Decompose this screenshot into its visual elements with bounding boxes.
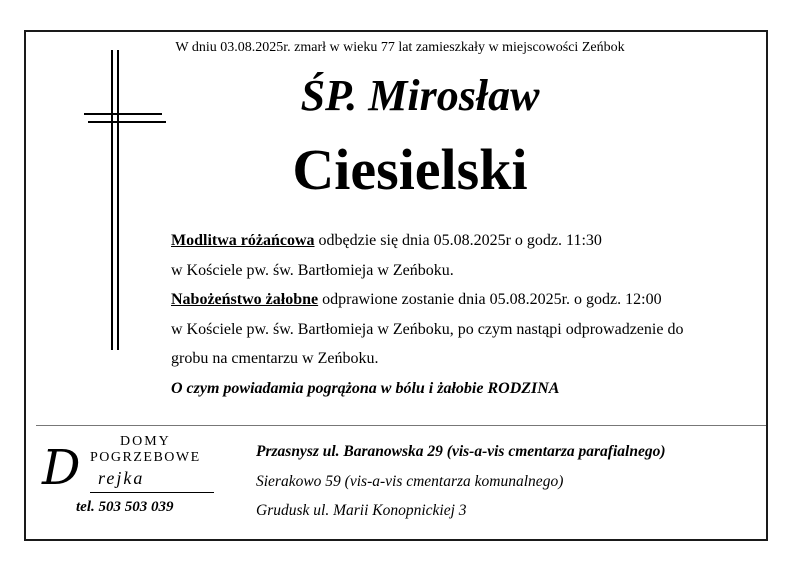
logo-line-3: rejka — [98, 468, 145, 488]
address-1: Przasnysz ul. Baranowska 29 (vis-a-vis cmentarza parafialnego) — [256, 443, 666, 460]
funeral-line — [171, 285, 683, 315]
rosary-place: w Kościele pw. św. Bartłomieja w Zeńboku. — [171, 261, 454, 279]
funeral-home-logo — [40, 430, 230, 500]
deceased-first-name: ŚP. Mirosław — [300, 71, 540, 120]
ceremony-details — [171, 226, 683, 403]
phone-number: tel. 503 503 039 — [76, 499, 174, 515]
footer-divider — [36, 425, 766, 426]
cross-icon — [84, 50, 174, 350]
logo-line-2: POGRZEBOWE — [90, 450, 201, 465]
addresses — [256, 437, 666, 526]
funeral-label: Nabożeństwo żałobne — [171, 291, 319, 308]
rosary-text: odbędzie się dnia 05.08.2025r o godz. 11:30 — [314, 232, 602, 249]
logo-line-1: DOMY — [120, 434, 171, 449]
funeral-place: w Kościele pw. św. Bartłomieja w Zeńboku, po czym nastąpi odprowadzenie do — [171, 320, 684, 338]
intro-text: W dniu 03.08.2025r. zmarł w wieku 77 lat zamieszkały w miejscowości Zeńbok — [175, 40, 625, 55]
address-3: Grudusk ul. Marii Konopnickiej 3 — [256, 502, 467, 519]
deceased-surname: Ciesielski — [292, 137, 528, 202]
funeral-text: odprawione zostanie dnia 05.08.2025r. o godz. 12:00 — [318, 291, 662, 308]
rosary-label: Modlitwa różańcowa — [171, 232, 315, 249]
logo-initial: D — [42, 440, 81, 496]
closing-line: O czym powiadamia pogrążona w bólu i żałobie RODZINA — [171, 379, 560, 397]
funeral-place-2: grobu na cmentarzu w Zeńboku. — [171, 350, 379, 367]
address-2: Sierakowo 59 (vis-a-vis cmentarza komunalnego) — [256, 472, 564, 490]
logo-rule — [90, 492, 214, 493]
rosary-line — [171, 226, 683, 256]
